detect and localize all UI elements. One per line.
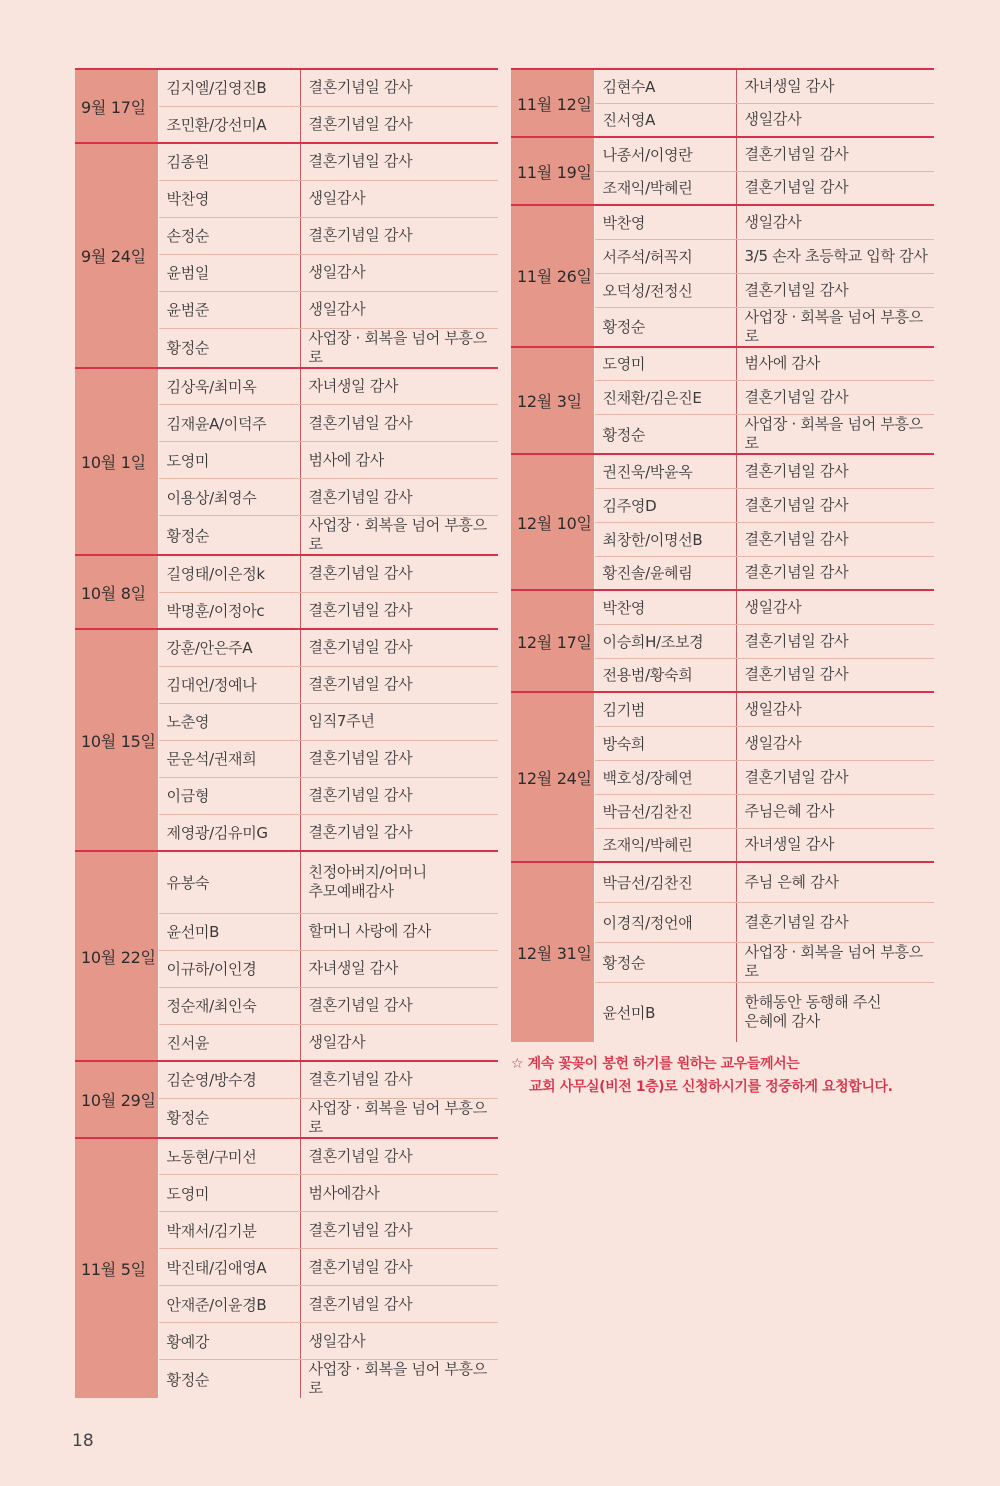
date-cell: 12월 24일 [511,692,594,862]
donor-name: 방숙희 [594,726,736,760]
donor-name: 김상욱/최미옥 [158,368,300,405]
donor-name: 이금형 [158,777,300,814]
donor-name: 박금선/김찬진 [594,794,736,828]
offering-note: 생일감사 [300,180,498,217]
date-cell: 11월 5일 [75,1138,158,1399]
donor-name: 오덕성/전정신 [594,273,736,307]
offering-note: 사업장 · 회복을 넘어 부흥으로 [308,1098,487,1136]
offering-note: 결혼기념일 감사 [300,217,498,254]
offering-note: 결혼기념일 감사 [300,479,498,516]
donor-name: 조재익/박혜린 [594,828,736,862]
donor-name: 백호성/장혜연 [594,760,736,794]
donor-name: 김대언/정예나 [158,666,300,703]
donor-name: 제영광/김유미G [158,814,300,851]
donor-name: 이승희H/조보경 [594,624,736,658]
offering-note: 생일감사 [736,590,934,624]
donor-name: 진채환/김은진E [594,381,736,415]
offering-note: 결혼기념일 감사 [300,666,498,703]
offering-note: 생일감사 [300,254,498,291]
offering-note: 생일감사 [308,1032,366,1051]
donor-name: 황정순 [158,328,300,368]
donor-name: 권진욱/박윤옥 [594,454,736,488]
offering-note: 결혼기념일 감사 [308,114,413,133]
date-cell: 11월 26일 [511,205,594,347]
table-row [511,454,934,488]
offering-note: 결혼기념일 감사 [736,273,934,307]
donor-name: 노동현/구미선 [158,1138,300,1175]
table-row [75,629,498,666]
offering-note: 결혼기념일 감사 [300,143,498,180]
offering-note: 결혼기념일 감사 [736,624,934,658]
offering-note: 생일감사 [736,726,934,760]
offering-note: 사업장 · 회복을 넘어 부흥으로 [744,415,923,452]
right-offering-table [511,68,934,1042]
date-cell: 10월 8일 [75,555,158,629]
offering-note: 결혼기념일 감사 [300,1138,498,1175]
offering-note: 생일감사 [744,110,802,129]
donor-name: 윤선미B [158,913,300,950]
offering-note: 사업장 · 회복을 넘어 부흥으로 [308,1360,487,1397]
offering-note: 결혼기념일 감사 [736,381,934,415]
donor-name: 박재서/김기분 [158,1212,300,1249]
donor-name: 조재익/박혜린 [594,171,736,205]
donor-name: 이규하/이인경 [158,950,300,987]
offering-note: 범사에감사 [300,1175,498,1212]
date-cell: 11월 12일 [511,69,594,137]
offering-note: 생일감사 [300,1323,498,1360]
notice-line-2: 교회 사무실(비전 1층)로 신청하시기를 정중하게 요청합니다. [529,1079,893,1095]
offering-note: 3/5 손자 초등학교 입학 감사 [736,239,934,273]
donor-name: 황정순 [158,1360,300,1399]
table-row [75,143,498,180]
offering-note: 결혼기념일 감사 [300,1212,498,1249]
offering-note: 결혼기념일 감사 [300,777,498,814]
page-number: 18 [72,1431,94,1451]
donor-name: 강훈/안은주A [158,629,300,666]
offering-note: 할머니 사랑에 감사 [300,913,498,950]
offering-note: 결혼기념일 감사 [300,69,498,106]
donor-name: 황정순 [594,415,736,455]
offering-note: 자녀생일 감사 [736,69,934,103]
offering-note: 결혼기념일 감사 [300,555,498,592]
table-row [75,1061,498,1098]
table-row [511,590,934,624]
offering-note: 주님은혜 감사 [736,794,934,828]
table-row [511,347,934,381]
donor-name: 황예강 [158,1323,300,1360]
notice-text [511,1053,951,1099]
notice-line-1: ☆ 계속 꽃꽂이 봉헌 하기를 원하는 교우들께서는 [511,1056,800,1072]
date-cell: 12월 10일 [511,454,594,590]
table-row [75,69,498,106]
donor-name: 최창한/이명선B [594,522,736,556]
offering-note: 사업장 · 회복을 넘어 부흥으로 [744,307,923,345]
donor-name: 윤선미B [594,982,736,1042]
date-cell: 11월 19일 [511,137,594,205]
donor-name: 황정순 [158,1098,300,1138]
offering-note: 임직7주년 [300,703,498,740]
table-row [75,851,498,913]
donor-name: 진서영A [594,103,736,137]
date-cell: 12월 3일 [511,347,594,455]
table-row [511,205,934,239]
offering-note: 결혼기념일 감사 [300,405,498,442]
donor-name: 이경직/정언애 [594,902,736,942]
donor-name: 윤범준 [158,291,300,328]
date-cell: 9월 17일 [75,69,158,143]
donor-name: 박찬영 [158,180,300,217]
offering-note: 결혼기념일 감사 [300,740,498,777]
donor-name: 황진솔/윤혜림 [594,556,736,590]
offering-note: 생일감사 [300,291,498,328]
offering-note: 결혼기념일 감사 [744,563,849,582]
offering-note: 자녀생일 감사 [300,950,498,987]
donor-name: 도영미 [158,1175,300,1212]
donor-name: 박명훈/이정아c [158,592,300,629]
donor-name: 유봉숙 [158,851,300,913]
offering-note: 결혼기념일 감사 [300,987,498,1024]
donor-name: 김현수A [594,69,736,103]
table-row [75,368,498,405]
donor-name: 조민환/강선미A [158,106,300,143]
offering-note: 결혼기념일 감사 [736,488,934,522]
donor-name: 김주영D [594,488,736,522]
date-cell: 10월 22일 [75,851,158,1061]
date-cell: 10월 29일 [75,1061,158,1138]
donor-name: 도영미 [158,442,300,479]
offering-note: 범사에 감사 [300,442,498,479]
left-table [75,68,498,1398]
offering-note: 한해동안 동행해 주신 은혜에 감사 [744,993,882,1031]
donor-name: 김기범 [594,692,736,726]
offering-note: 결혼기념일 감사 [744,665,849,684]
donor-name: 박찬영 [594,590,736,624]
table-row [511,137,934,171]
offering-note: 결혼기념일 감사 [736,760,934,794]
donor-name: 윤범일 [158,254,300,291]
offering-note: 생일감사 [736,692,934,726]
offering-note: 결혼기념일 감사 [300,1061,498,1098]
offering-note: 결혼기념일 감사 [300,1249,498,1286]
table-row [511,862,934,902]
offering-note: 결혼기념일 감사 [308,600,413,619]
right-table [511,68,934,1042]
donor-name: 박찬영 [594,205,736,239]
offering-note: 사업장 · 회복을 넘어 부흥으로 [736,942,934,982]
donor-name: 도영미 [594,347,736,381]
donor-name: 정순재/최인숙 [158,987,300,1024]
donor-name: 황정순 [158,516,300,556]
donor-name: 안재준/이윤경B [158,1286,300,1323]
donor-name: 이용상/최영수 [158,479,300,516]
offering-note: 자녀생일 감사 [744,835,835,854]
date-cell: 12월 31일 [511,862,594,1042]
offering-note: 결혼기념일 감사 [736,522,934,556]
donor-name: 황정순 [594,307,736,347]
donor-name: 길영태/이은정k [158,555,300,592]
date-cell: 10월 1일 [75,368,158,556]
donor-name: 손정순 [158,217,300,254]
offering-note: 결혼기념일 감사 [300,1286,498,1323]
donor-name: 김순영/방수경 [158,1061,300,1098]
table-row [75,1138,498,1175]
donor-name: 나종서/이영란 [594,137,736,171]
date-cell: 9월 24일 [75,143,158,368]
donor-name: 김지엘/김영진B [158,69,300,106]
donor-name: 문운석/권재희 [158,740,300,777]
donor-name: 전용범/황숙희 [594,658,736,692]
offering-note: 결혼기념일 감사 [744,178,849,197]
date-cell: 12월 17일 [511,590,594,692]
donor-name: 진서윤 [158,1024,300,1061]
date-cell: 10월 15일 [75,629,158,851]
donor-name: 김종원 [158,143,300,180]
donor-name: 김재윤A/이덕주 [158,405,300,442]
table-row [511,692,934,726]
offering-note: 결혼기념일 감사 [736,137,934,171]
offering-note: 주님 은혜 감사 [736,862,934,902]
donor-name: 서주석/허꼭지 [594,239,736,273]
offering-note: 사업장 · 회복을 넘어 부흥으로 [308,328,487,366]
offering-note: 결혼기념일 감사 [736,902,934,942]
offering-note: 결혼기념일 감사 [736,454,934,488]
left-offering-table [75,68,498,1398]
donor-name: 노춘영 [158,703,300,740]
offering-note: 사업장 · 회복을 넘어 부흥으로 [308,516,487,553]
offering-note: 결혼기념일 감사 [300,629,498,666]
table-row [75,555,498,592]
offering-note: 결혼기념일 감사 [308,822,413,841]
donor-name: 황정순 [594,942,736,982]
offering-note: 범사에 감사 [736,347,934,381]
table-row [511,69,934,103]
offering-note: 친정아버지/어머니 추모예배감사 [300,851,498,913]
donor-name: 박금선/김찬진 [594,862,736,902]
donor-name: 박진태/김애영A [158,1249,300,1286]
offering-note: 자녀생일 감사 [300,368,498,405]
offering-note: 생일감사 [736,205,934,239]
